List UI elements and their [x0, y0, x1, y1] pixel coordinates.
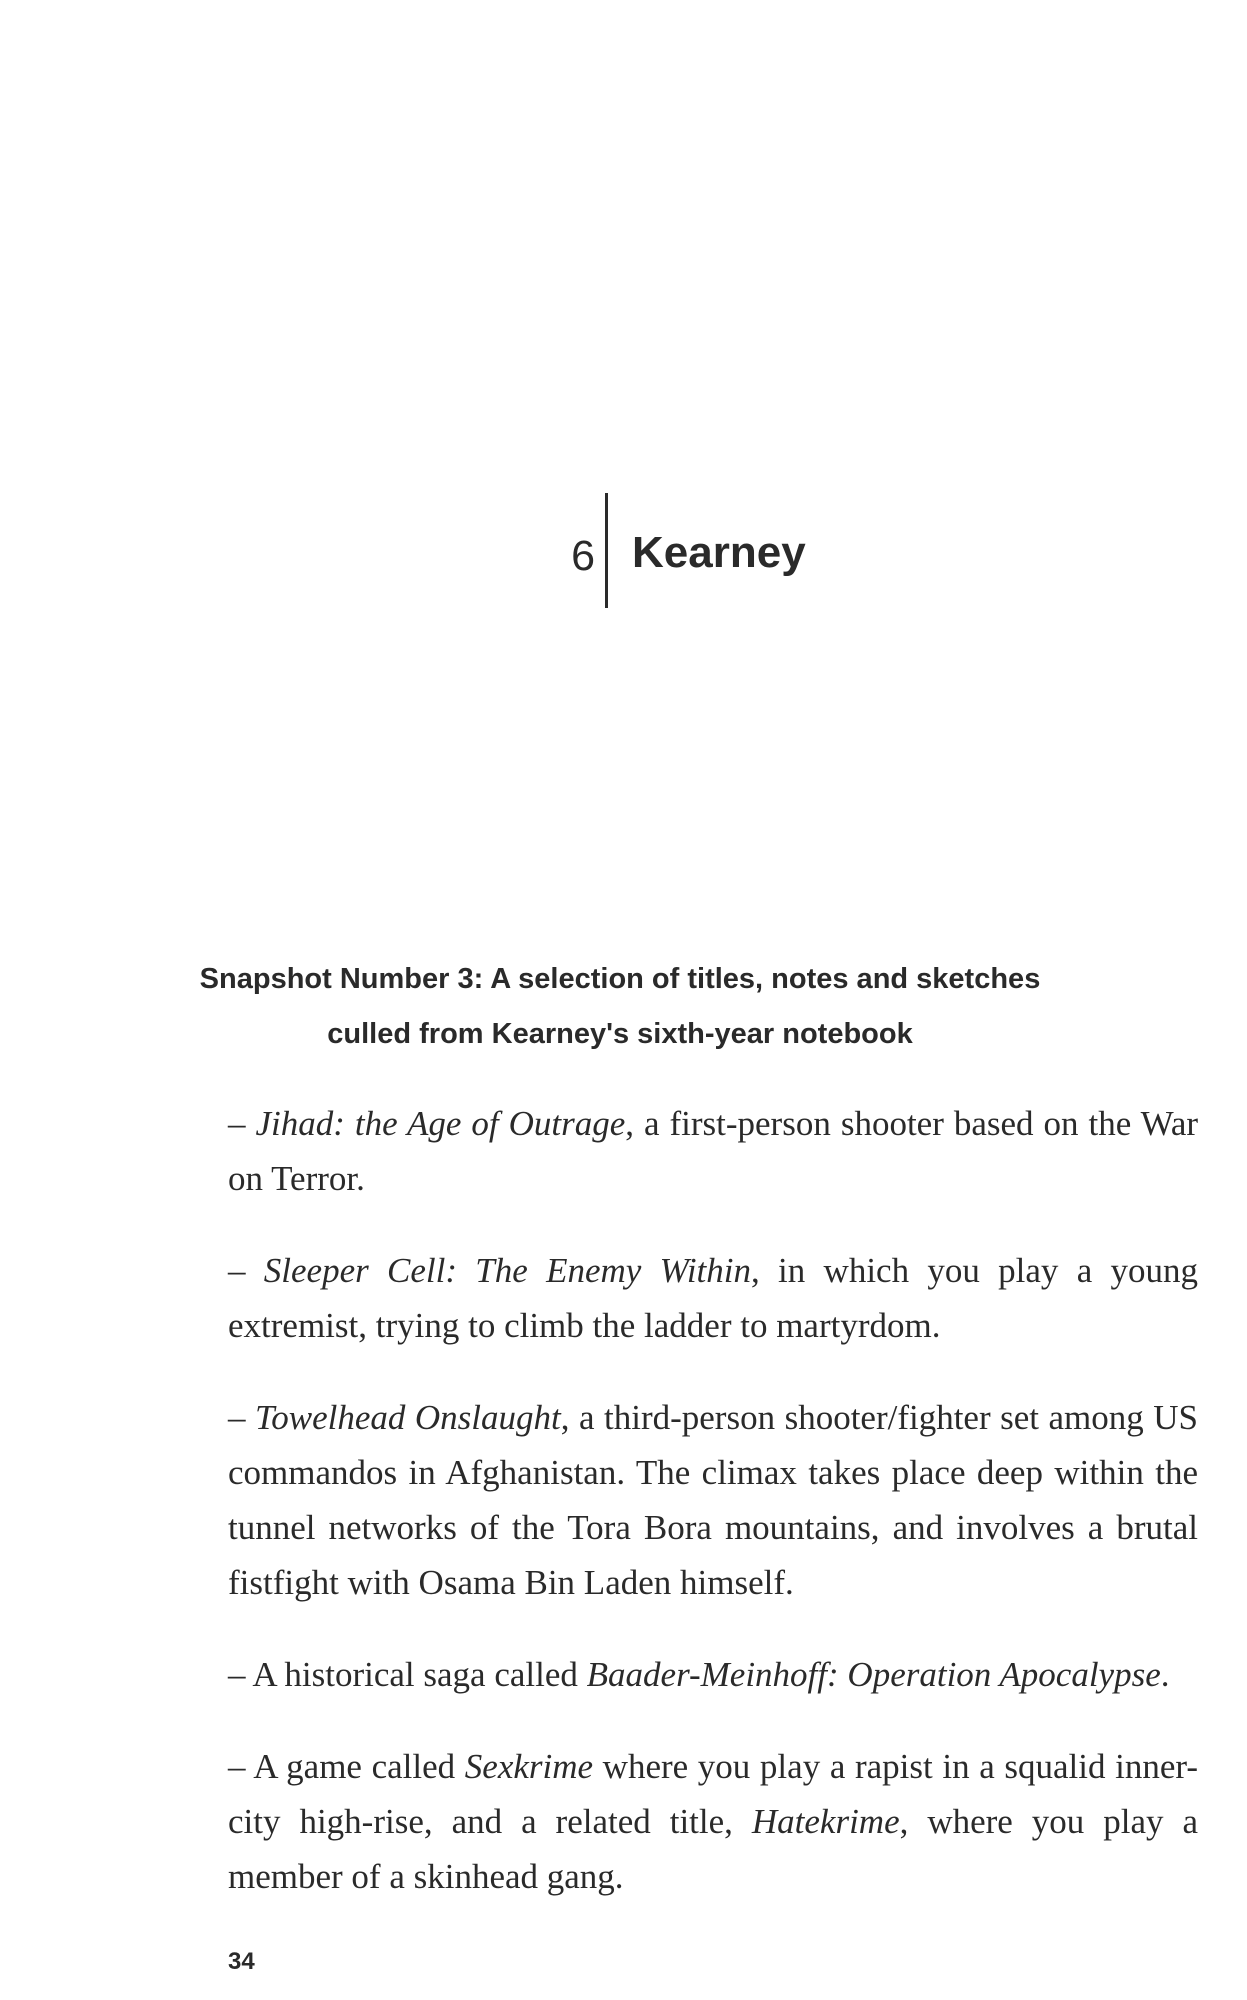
entry-4 [228, 1647, 1198, 1702]
entry-prefix: – [228, 1398, 255, 1437]
entry-5 [228, 1739, 1198, 1904]
entry-title: Towelhead Onslaught [255, 1398, 561, 1437]
entry-text: , in which you play a young extremist, trying to climb the ladder to martyrdom. [228, 1251, 1199, 1345]
entry-text: , a first-person shooter based on the War on Terror. [228, 1104, 1199, 1198]
entry-text: , a third-person shooter/fighter set among US commandos in Afghanistan. The climax takes place deep within the tunnel networks of the Tora Bora mountains, and involves a brutal fistfight with Osama Bin Laden himself. [228, 1398, 1198, 1602]
notebook-entries [228, 1096, 1198, 1904]
entry-title-2: Hatekrime [751, 1802, 900, 1841]
entry-title: Jihad: the Age of Outrage [255, 1104, 626, 1143]
entry-2 [228, 1243, 1198, 1353]
entry-prefix: – A game called [228, 1747, 465, 1786]
entry-3 [228, 1390, 1198, 1610]
chapter-heading [0, 493, 1247, 608]
chapter-divider [605, 493, 608, 608]
entry-prefix: – A historical saga called [228, 1655, 587, 1694]
chapter-number: 6 [571, 532, 595, 580]
entry-text-2: , where you play a member of a skinhead gang. [228, 1802, 1198, 1896]
entry-title: Baader-Meinhoff: Operation Apocalypse [586, 1655, 1161, 1694]
entry-1 [228, 1096, 1198, 1206]
entry-text: . [1160, 1655, 1170, 1694]
entry-title: Sexkrime [464, 1747, 594, 1786]
page-number: 34 [228, 1948, 255, 1975]
entry-prefix: – [228, 1251, 264, 1290]
snapshot-heading-line-2: culled from Kearney's sixth-year notebook [327, 1018, 913, 1050]
snapshot-heading [190, 952, 1050, 1062]
entry-title: Sleeper Cell: The Enemy Within [263, 1251, 751, 1290]
chapter-title: Kearney [632, 528, 806, 577]
snapshot-heading-line-1: Snapshot Number 3: A selection of titles, notes and sketches [199, 963, 1041, 995]
entry-prefix: – [228, 1104, 256, 1143]
entry-text: where you play a rapist in a squalid inner-city high-rise, and a related title, [228, 1747, 1198, 1841]
